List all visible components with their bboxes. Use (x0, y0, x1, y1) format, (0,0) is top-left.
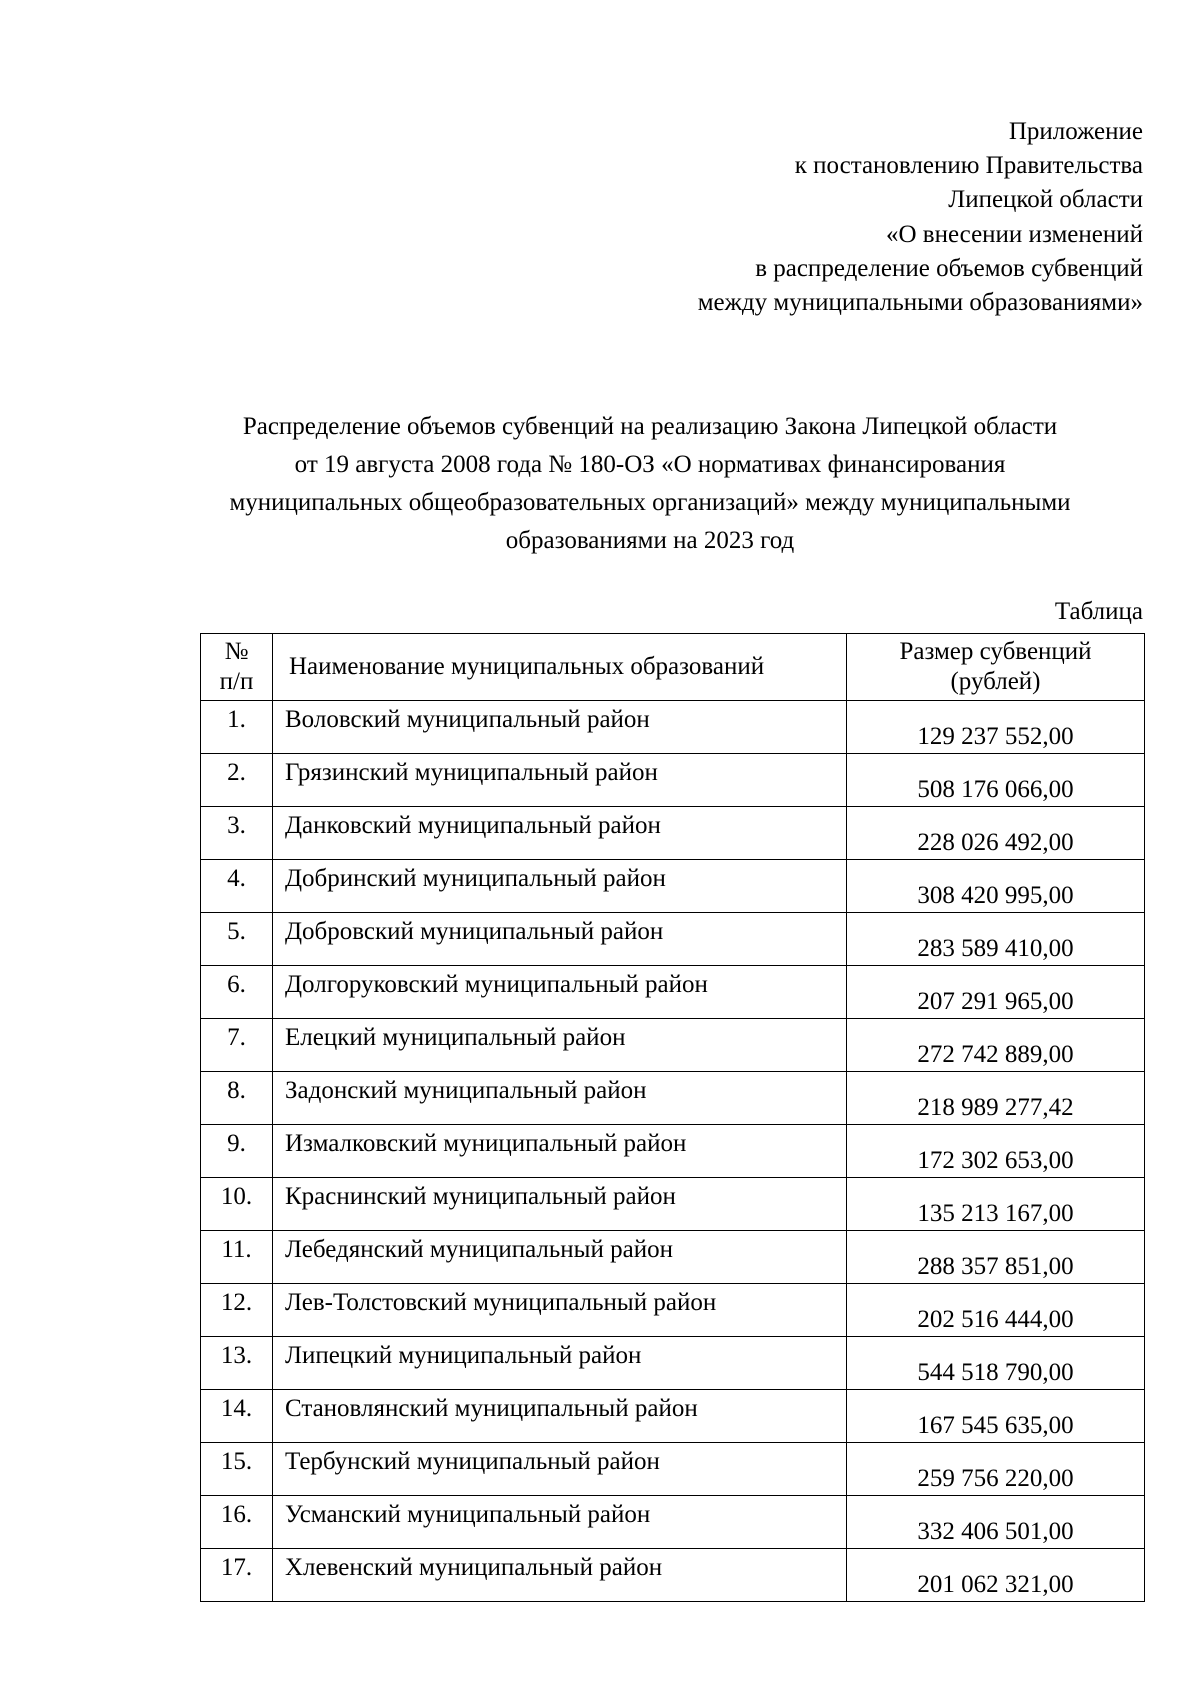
row-number: 8. (201, 1072, 273, 1125)
table-row (201, 860, 1145, 913)
title-line: образованиями на 2023 год (505, 527, 795, 554)
subvention-table (200, 633, 1145, 1602)
municipality-name: Липецкий муниципальный район (273, 1337, 847, 1390)
appendix-line: между муниципальными образованиями» (697, 289, 1143, 317)
appendix-line: «О внесении изменений (885, 220, 1143, 248)
municipality-name: Лебедянский муниципальный район (273, 1231, 847, 1284)
row-number: 6. (201, 966, 273, 1019)
title-line: от 19 августа 2008 года № 180-ОЗ «О нормативах финансирования (294, 451, 1006, 478)
table-row (201, 1125, 1145, 1178)
row-number: 12. (201, 1284, 273, 1337)
row-number: 15. (201, 1443, 273, 1496)
header-number (201, 634, 273, 701)
subvention-amount: 207 291 965,00 (847, 966, 1145, 1019)
row-number: 1. (201, 701, 273, 754)
municipality-name: Данковский муниципальный район (273, 807, 847, 860)
subvention-amount: 308 420 995,00 (847, 860, 1145, 913)
municipality-name: Хлевенский муниципальный район (273, 1549, 847, 1602)
table-row (201, 1072, 1145, 1125)
table-row (201, 1019, 1145, 1072)
row-number: 16. (201, 1496, 273, 1549)
municipality-name: Тербунский муниципальный район (273, 1443, 847, 1496)
appendix-line: в распределение объемов субвенций (755, 254, 1143, 282)
title-line: муниципальных общеобразовательных организаций» между муниципальными (229, 489, 1071, 516)
table-row (201, 1231, 1145, 1284)
table-row (201, 754, 1145, 807)
row-number: 4. (201, 860, 273, 913)
table-row (201, 701, 1145, 754)
document-title (150, 408, 1150, 560)
municipality-name: Добринский муниципальный район (273, 860, 847, 913)
subvention-amount: 129 237 552,00 (847, 701, 1145, 754)
appendix-line: к постановлению Правительства (794, 152, 1143, 180)
appendix-line: Липецкой области (948, 186, 1143, 214)
row-number: 13. (201, 1337, 273, 1390)
subvention-amount: 283 589 410,00 (847, 913, 1145, 966)
subvention-amount: 167 545 635,00 (847, 1390, 1145, 1443)
row-number: 11. (201, 1231, 273, 1284)
table-row (201, 913, 1145, 966)
municipality-name: Краснинский муниципальный район (273, 1178, 847, 1231)
table-caption: Таблица (1054, 598, 1143, 625)
table-row (201, 1337, 1145, 1390)
municipality-name: Грязинский муниципальный район (273, 754, 847, 807)
municipality-name: Лев-Толстовский муниципальный район (273, 1284, 847, 1337)
subvention-amount: 544 518 790,00 (847, 1337, 1145, 1390)
municipality-name: Становлянский муниципальный район (273, 1390, 847, 1443)
table-row (201, 1390, 1145, 1443)
row-number: 7. (201, 1019, 273, 1072)
header-number-abbr: п/п (219, 668, 254, 695)
header-amount-unit: (рублей) (950, 668, 1041, 695)
row-number: 5. (201, 913, 273, 966)
header-number-symbol: № (224, 638, 249, 665)
table-row (201, 1284, 1145, 1337)
row-number: 9. (201, 1125, 273, 1178)
municipality-name: Добровский муниципальный район (273, 913, 847, 966)
municipality-name: Елецкий муниципальный район (273, 1019, 847, 1072)
subvention-amount: 272 742 889,00 (847, 1019, 1145, 1072)
table-row (201, 1496, 1145, 1549)
subvention-amount: 508 176 066,00 (847, 754, 1145, 807)
header-municipality: Наименование муниципальных образований (273, 634, 847, 701)
subvention-amount: 201 062 321,00 (847, 1549, 1145, 1602)
subvention-amount: 202 516 444,00 (847, 1284, 1145, 1337)
municipality-name: Усманский муниципальный район (273, 1496, 847, 1549)
subvention-amount: 259 756 220,00 (847, 1443, 1145, 1496)
row-number: 10. (201, 1178, 273, 1231)
subvention-amount: 135 213 167,00 (847, 1178, 1145, 1231)
row-number: 17. (201, 1549, 273, 1602)
subvention-amount: 218 989 277,42 (847, 1072, 1145, 1125)
subvention-amount: 228 026 492,00 (847, 807, 1145, 860)
appendix-line: Приложение (1008, 118, 1143, 145)
appendix-header (443, 115, 1143, 320)
table-row (201, 1549, 1145, 1602)
table-row (201, 807, 1145, 860)
table-row (201, 1178, 1145, 1231)
municipality-name: Воловский муниципальный район (273, 701, 847, 754)
subvention-amount: 332 406 501,00 (847, 1496, 1145, 1549)
row-number: 2. (201, 754, 273, 807)
subvention-amount: 172 302 653,00 (847, 1125, 1145, 1178)
header-amount-label: Размер субвенций (899, 638, 1092, 665)
subvention-amount: 288 357 851,00 (847, 1231, 1145, 1284)
title-line: Распределение объемов субвенций на реализацию Закона Липецкой области (242, 413, 1058, 440)
row-number: 14. (201, 1390, 273, 1443)
municipality-name: Долгоруковский муниципальный район (273, 966, 847, 1019)
municipality-name: Измалковский муниципальный район (273, 1125, 847, 1178)
row-number: 3. (201, 807, 273, 860)
header-amount (847, 634, 1145, 701)
table-row (201, 966, 1145, 1019)
table-header-row (201, 634, 1145, 701)
table-row (201, 1443, 1145, 1496)
municipality-name: Задонский муниципальный район (273, 1072, 847, 1125)
